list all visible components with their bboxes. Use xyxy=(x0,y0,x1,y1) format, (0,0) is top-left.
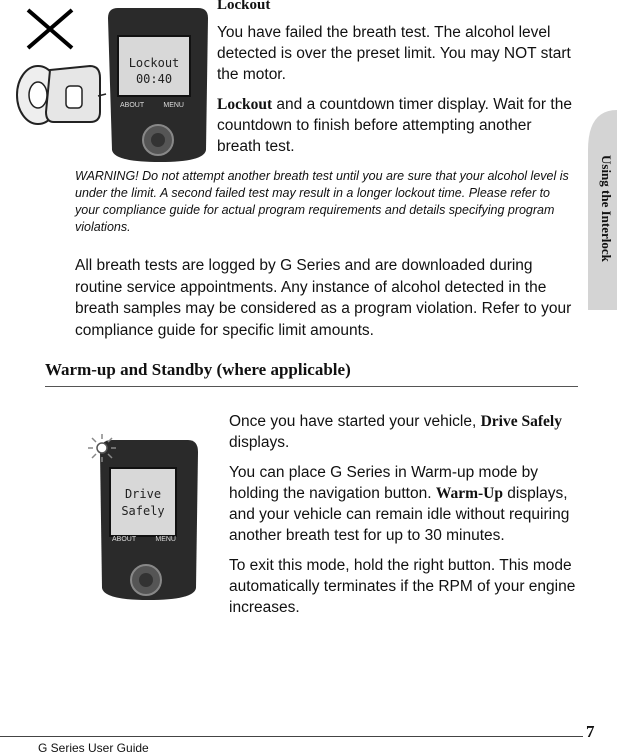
lockout-paragraph-2-text: and a countdown timer display. Wait for the countdown to finish before attempting another breath test. xyxy=(217,96,572,155)
prohibited-x-icon xyxy=(28,10,72,48)
warmup-p1-text: Once you have started your vehicle, xyxy=(229,413,481,430)
interlock-device xyxy=(100,440,198,600)
soft-key-menu[interactable]: MENU xyxy=(163,102,184,109)
warmup-section xyxy=(229,411,579,627)
soft-key-menu[interactable]: MENU xyxy=(155,536,176,543)
warmup-paragraph-3: To exit this mode, hold the right button. This mode automatically terminates if the RPM of your engine increases. xyxy=(229,557,576,616)
lockout-paragraph-2 xyxy=(217,94,577,157)
section-heading: Warm-up and Standby (where applicable) xyxy=(45,360,578,387)
device-screen-line1: Drive xyxy=(124,487,162,501)
side-tab-label xyxy=(600,155,616,295)
footer-rule xyxy=(0,736,583,737)
lockout-heading: Lockout xyxy=(217,0,271,13)
lockout-term: Lockout xyxy=(217,96,273,113)
car-key-icon xyxy=(17,66,106,124)
drive-safely-term: Drive Safely xyxy=(480,413,562,430)
soft-key-about[interactable]: ABOUT xyxy=(112,536,137,543)
warmup-paragraph-1 xyxy=(229,411,579,453)
device-screen-line2: 00:40 xyxy=(135,72,173,86)
warmup-p2-text: You can place G Series in Warm-up mode by holding the navigation button. xyxy=(229,464,539,502)
side-tab-text: Using the Interlock xyxy=(599,155,614,262)
footer-guide-title: G Series User Guide xyxy=(38,741,149,755)
lockout-paragraph-1: You have failed the breath test. The alcohol level detected is over the preset limit. You may NOT start the motor. xyxy=(217,24,571,83)
warning-note: WARNING! Do not attempt another breath test until you are sure that your alcohol level is under the limit. A second failed test may result in a longer lockout time. Please refer to your compliance guide for actual program requirements and details specifying program violations. xyxy=(75,169,569,234)
soft-key-about[interactable]: ABOUT xyxy=(120,102,145,109)
warmup-paragraph-2 xyxy=(229,462,579,546)
device-screen-line1: Lockout xyxy=(128,56,180,70)
device-screen-line2: Safely xyxy=(121,504,165,518)
status-light-icon xyxy=(88,434,116,462)
lockout-section xyxy=(217,0,577,166)
warmup-p1-suffix: displays. xyxy=(229,434,290,451)
warmup-p2-suffix: displays, and your vehicle can remain idle without requiring another breath test for up to 30 minutes. xyxy=(229,485,570,544)
logging-paragraph: All breath tests are logged by G Series and are downloaded during routine service appointments. Any instance of alcohol detected in the breath samples may be considered as a program violation. Refer to your compliance guide for specific limit amounts. xyxy=(75,257,572,339)
page-number: 7 xyxy=(586,722,595,741)
warm-up-term: Warm-Up xyxy=(435,485,503,502)
